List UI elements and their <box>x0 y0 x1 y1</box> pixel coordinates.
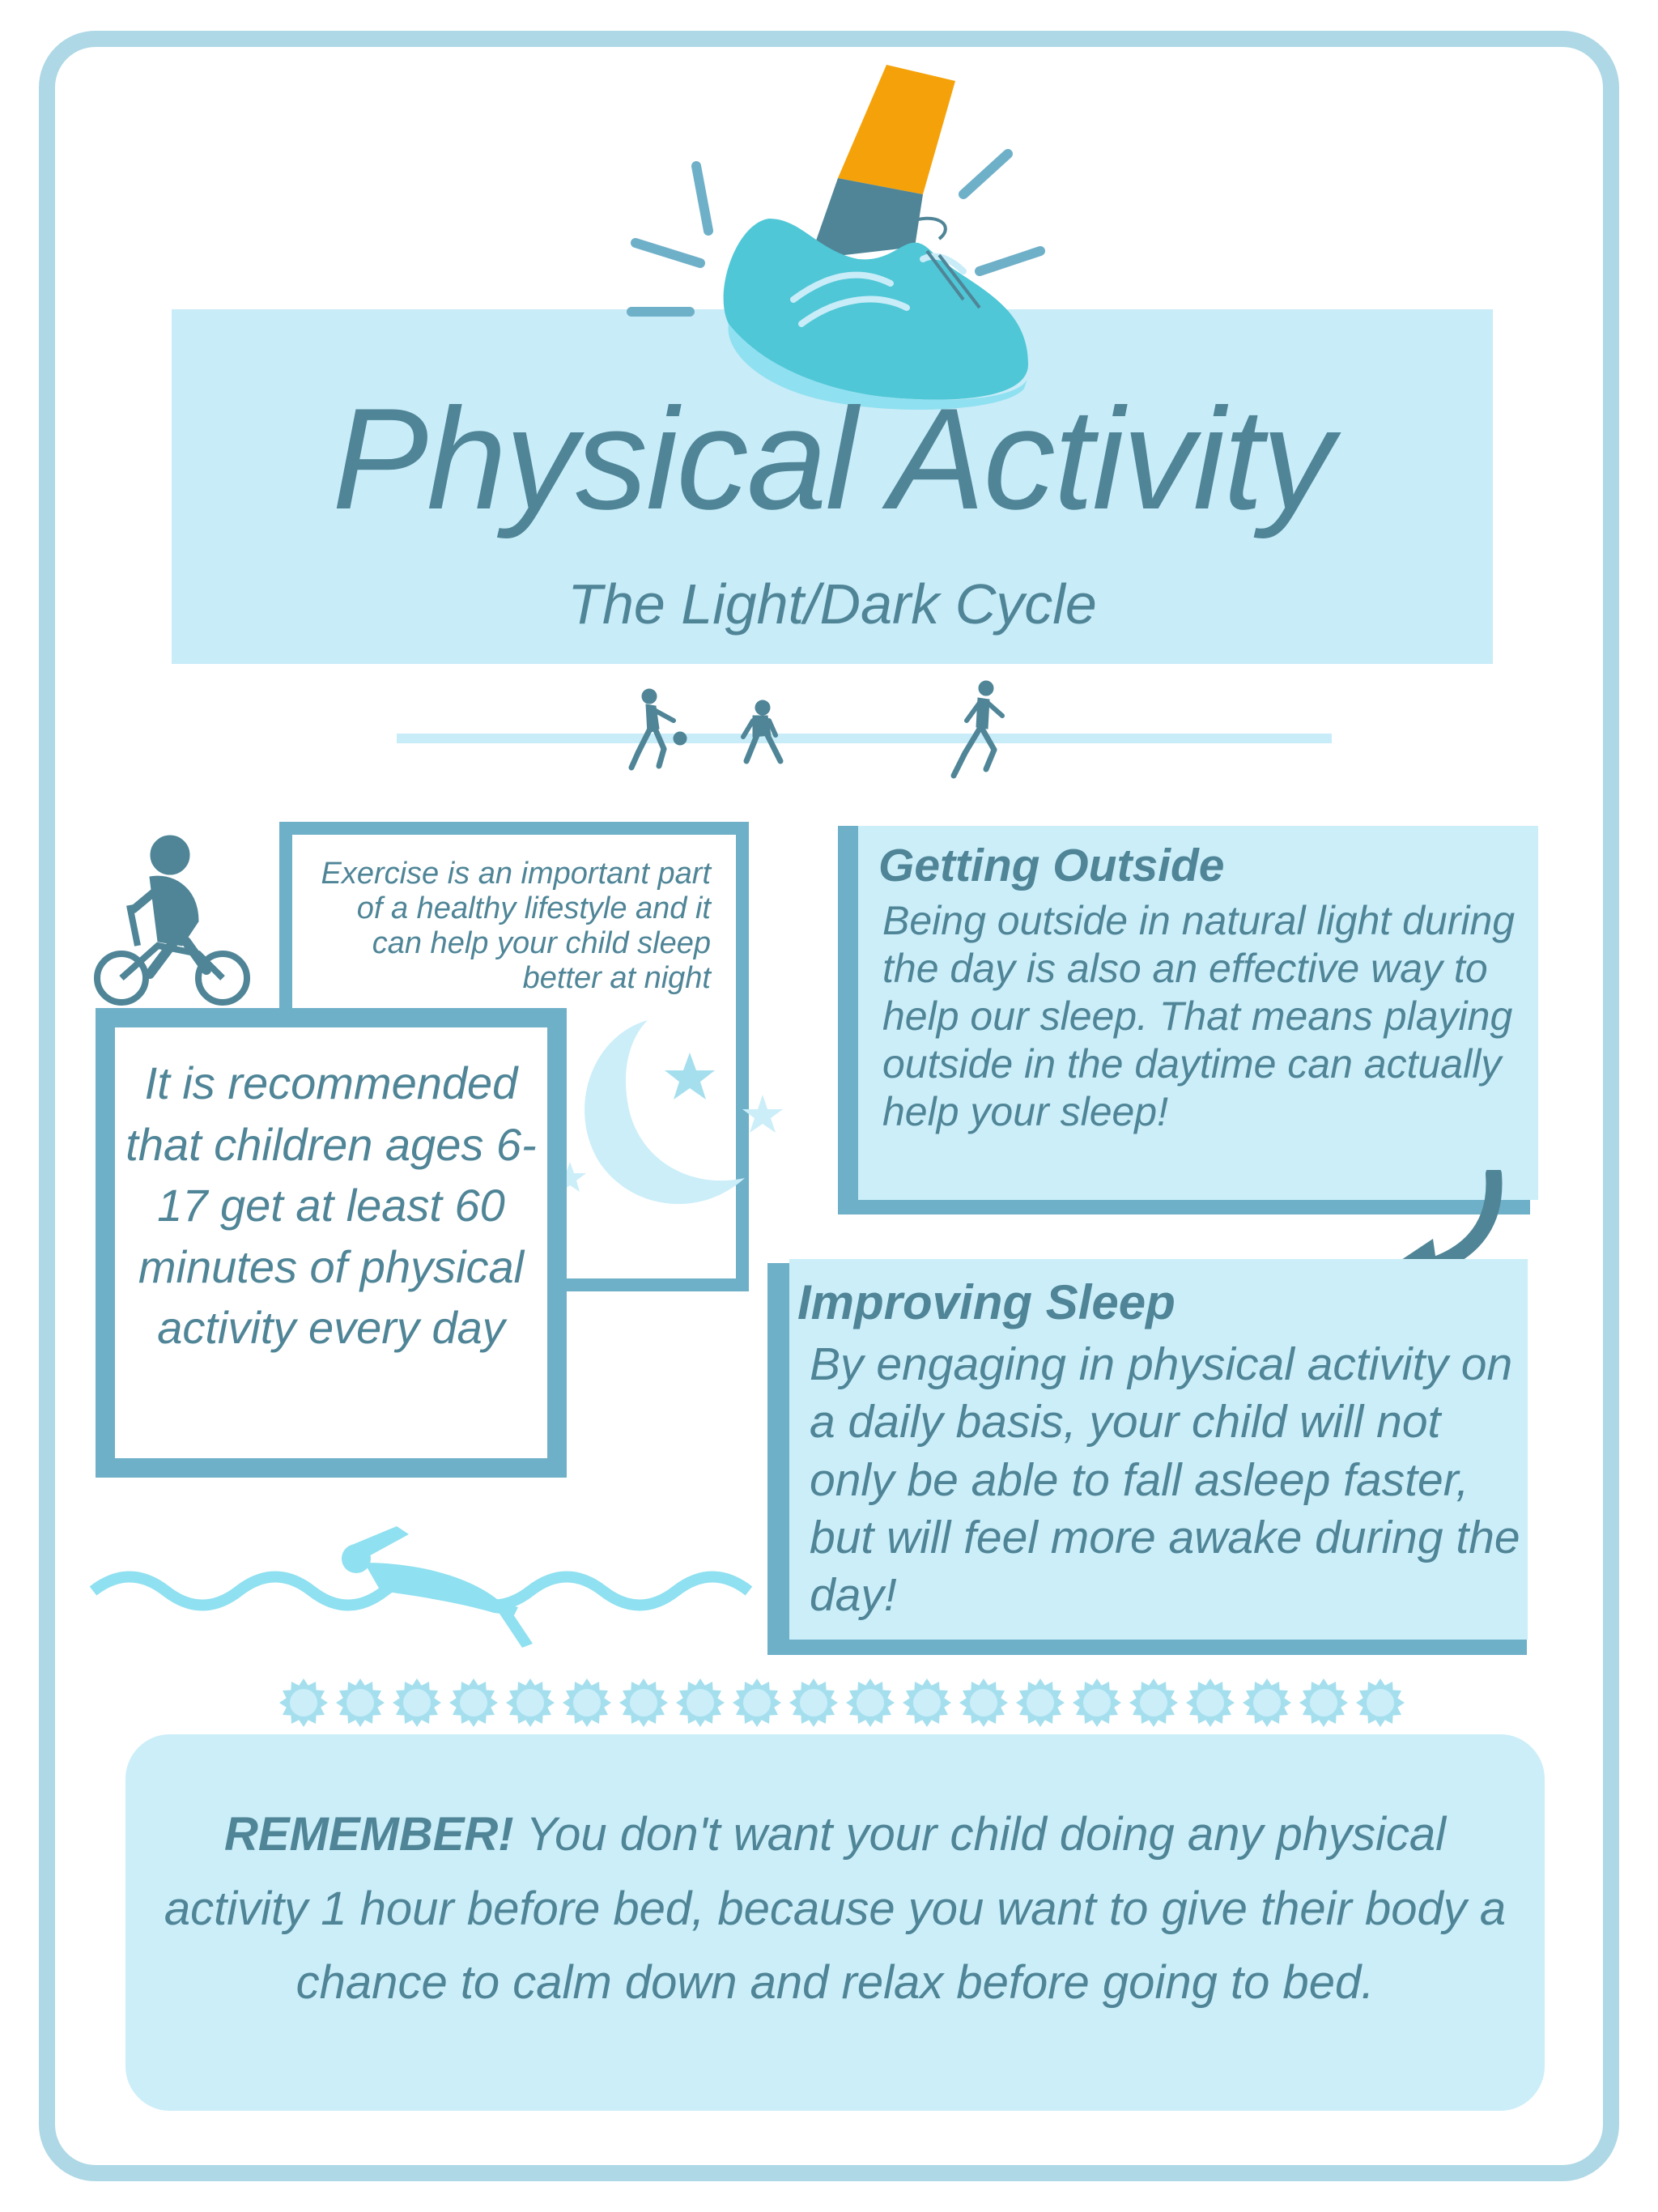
sun-decoration <box>1243 1678 1291 1727</box>
sun-decoration <box>676 1678 725 1727</box>
sun-decoration <box>733 1678 781 1727</box>
sun-decoration <box>903 1678 951 1727</box>
sun-decoration <box>789 1678 838 1727</box>
page-subtitle: The Light/Dark Cycle <box>568 572 1097 636</box>
improving-sleep-heading: Improving Sleep <box>797 1275 1175 1329</box>
divider-line <box>397 734 1332 743</box>
improving-sleep-body: By engaging in physical activity on a daily basis, your child will not only be able to fall asleep faster, but will feel more awake during the day! <box>810 1338 1520 1621</box>
sun-decoration <box>1186 1678 1235 1727</box>
cyclist-icon <box>93 832 255 1010</box>
sun-decoration <box>619 1678 668 1727</box>
moon-stars-icon <box>551 1004 793 1231</box>
getting-outside-body: Being outside in natural light during the day is also an effective way to help our sleep. That means playing outside in the daytime can actually help your sleep! <box>882 898 1516 1134</box>
getting-outside-heading: Getting Outside <box>878 840 1225 891</box>
swimmer-icon <box>89 1514 753 1660</box>
remember-text <box>154 1797 1516 2020</box>
runner-icon <box>947 678 1012 780</box>
shoe-icon <box>615 57 1069 429</box>
sun-decoration <box>563 1678 611 1727</box>
remember-label: REMEMBER! <box>223 1808 514 1861</box>
sun-decoration <box>1073 1678 1121 1727</box>
sun-decoration <box>336 1678 385 1727</box>
sun-decoration <box>846 1678 895 1727</box>
sun-decoration <box>393 1678 441 1727</box>
sun-decoration <box>449 1678 498 1727</box>
sun-row-icon <box>275 1674 1409 1731</box>
exercise-note-text: Exercise is an important part of a healthy lifestyle and it can help your child sleep better at night <box>321 857 711 995</box>
sun-decoration <box>506 1678 555 1727</box>
sun-decoration <box>1356 1678 1405 1727</box>
sun-decoration <box>1016 1678 1065 1727</box>
remember-body: You don't want your child doing any physical activity 1 hour before bed, because you want to give their body a chance to calm down and relax before going to bed. <box>164 1808 1507 2010</box>
recommendation-text: It is recommended that children ages 6-17 get at least 60 minutes of physical activity every day <box>125 1057 537 1354</box>
basketball-players-icon <box>623 688 785 777</box>
sun-decoration <box>959 1678 1008 1727</box>
page-title: Physical Activity <box>332 378 1333 539</box>
sun-decoration <box>1299 1678 1348 1727</box>
sun-decoration <box>1129 1678 1178 1727</box>
sun-decoration <box>279 1678 328 1727</box>
